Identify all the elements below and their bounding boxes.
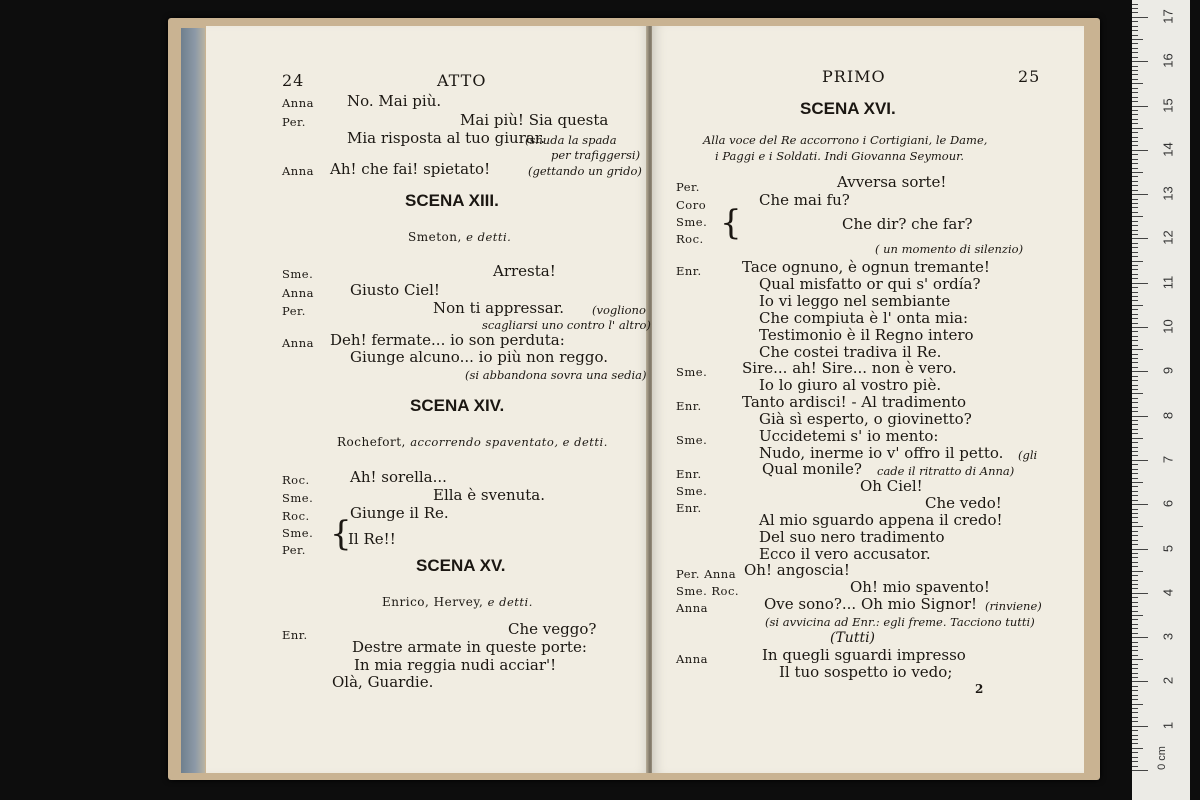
page-number-left: 24 xyxy=(282,71,305,90)
stage-direction: (gettando un grido) xyxy=(528,164,642,178)
stage-direction: cade il ritratto di Anna) xyxy=(877,464,1015,478)
ruler-tick xyxy=(1132,61,1148,62)
ruler-tick xyxy=(1132,739,1138,740)
speaker-label: Sme. xyxy=(676,365,708,379)
ruler-tick xyxy=(1132,247,1138,248)
ruler-tick xyxy=(1132,637,1148,638)
scene-heading: SCENA XIII. xyxy=(405,191,499,210)
verse-line: Il Re!! xyxy=(348,530,396,548)
book-edge xyxy=(181,28,205,773)
verse-line: Che veggo? xyxy=(508,620,597,638)
ruler-number: 1 xyxy=(1160,721,1176,729)
ruler-tick xyxy=(1132,615,1143,616)
ruler-tick xyxy=(1132,659,1143,660)
character-list: Rochefort, accorrendo spaventato, e detti. xyxy=(337,435,608,449)
ruler-tick xyxy=(1132,336,1138,337)
stage-direction: (snuda la spada xyxy=(525,133,617,147)
ruler-number: 13 xyxy=(1160,186,1176,201)
ruler-tick xyxy=(1132,761,1138,762)
verse-line: Io vi leggo nel sembiante xyxy=(759,292,951,310)
ruler-tick xyxy=(1132,681,1148,682)
ruler-tick xyxy=(1132,464,1138,465)
character-list: Smeton, e detti. xyxy=(408,230,512,244)
ruler-number: 4 xyxy=(1160,588,1176,596)
ruler-tick xyxy=(1132,83,1143,84)
ruler-tick xyxy=(1132,513,1138,514)
verse-line: Ah! sorella... xyxy=(350,468,447,486)
ruler-tick xyxy=(1132,238,1148,239)
ruler-tick xyxy=(1132,597,1138,598)
verse-line: Olà, Guardie. xyxy=(332,673,434,691)
ruler-tick xyxy=(1132,8,1138,9)
ruler-tick xyxy=(1132,677,1138,678)
ruler-tick xyxy=(1132,535,1138,536)
verse-line: In mia reggia nudi acciar'! xyxy=(354,656,557,674)
verse-line: Mai più! Sia questa xyxy=(460,111,609,129)
ruler-tick xyxy=(1132,21,1138,22)
verse-line: Ove sono?... Oh mio Signor! xyxy=(764,595,978,613)
ruler-tick xyxy=(1132,438,1143,439)
ruler-number: 11 xyxy=(1160,275,1176,289)
measuring-ruler xyxy=(1132,0,1190,800)
ruler-tick xyxy=(1132,699,1138,700)
ruler-tick xyxy=(1132,194,1148,195)
ruler-number: 15 xyxy=(1160,97,1176,113)
speaker-label: Roc. xyxy=(282,509,310,523)
ruler-tick xyxy=(1132,708,1138,709)
ruler-number: 16 xyxy=(1160,53,1176,68)
verse-line: Che mai fu? xyxy=(759,191,850,209)
speaker-label: Roc. xyxy=(282,473,310,487)
scene-heading: SCENA XIV. xyxy=(410,396,505,415)
speaker-label: Enr. xyxy=(676,467,702,481)
ruler-tick xyxy=(1132,74,1138,75)
ruler-tick xyxy=(1132,562,1138,563)
speaker-label: Enr. xyxy=(282,628,308,642)
ruler-number: 8 xyxy=(1160,411,1176,419)
ruler-tick xyxy=(1132,482,1143,483)
ruler-tick xyxy=(1132,318,1138,319)
brace: { xyxy=(330,514,352,554)
verse-line: Il tuo sospetto io vedo; xyxy=(779,663,953,681)
ruler-tick xyxy=(1132,43,1138,44)
ruler-tick xyxy=(1132,766,1138,767)
speaker-label: Enr. xyxy=(676,264,702,278)
ruler-tick xyxy=(1132,292,1138,293)
ruler-tick xyxy=(1132,650,1138,651)
ruler-tick xyxy=(1132,686,1138,687)
speaker-label: Anna xyxy=(676,601,708,615)
ruler-tick xyxy=(1132,4,1138,5)
ruler-tick xyxy=(1132,486,1138,487)
stage-direction: (rinviene) xyxy=(985,599,1042,613)
ruler-number: 12 xyxy=(1160,230,1176,246)
ruler-tick xyxy=(1132,469,1138,470)
ruler-tick xyxy=(1132,553,1138,554)
verse-line: Giunge alcuno... io più non reggo. xyxy=(350,348,608,366)
verse-line: Tanto ardisci! - Al tradimento xyxy=(742,393,967,411)
ruler-tick xyxy=(1132,234,1138,235)
ruler-tick xyxy=(1132,580,1138,581)
stage-direction: (Tutti) xyxy=(830,630,876,646)
ruler-tick xyxy=(1132,362,1138,363)
ruler-tick xyxy=(1132,212,1138,213)
speaker-label: Sme. xyxy=(676,215,708,229)
speaker-label: Sme. xyxy=(676,484,708,498)
ruler-tick xyxy=(1132,730,1138,731)
speaker-label: Sme. Roc. xyxy=(676,584,740,598)
ruler-tick xyxy=(1132,664,1138,665)
verse-line: Deh! fermate... io son perduta: xyxy=(330,331,565,349)
ruler-number: 2 xyxy=(1160,677,1176,685)
speaker-label: Anna xyxy=(282,164,314,178)
ruler-tick xyxy=(1132,340,1138,341)
ruler-tick xyxy=(1132,478,1138,479)
verse-line: Testimonio è il Regno intero xyxy=(759,326,974,344)
ruler-tick xyxy=(1132,176,1138,177)
ruler-unit-label: 0 cm xyxy=(1155,746,1168,770)
ruler-tick xyxy=(1132,278,1138,279)
page-number-right: 25 xyxy=(1018,67,1041,86)
verse-line: Mia risposta al tuo giurar. xyxy=(347,129,546,147)
verse-line: Nudo, inerme io v' offro il petto. xyxy=(759,444,1004,462)
ruler-tick xyxy=(1132,119,1138,120)
ruler-tick xyxy=(1132,97,1138,98)
ruler-tick xyxy=(1132,442,1138,443)
ruler-tick xyxy=(1132,602,1138,603)
ruler-tick xyxy=(1132,447,1138,448)
ruler-tick xyxy=(1132,114,1138,115)
ruler-number: 7 xyxy=(1160,455,1176,464)
ruler-tick xyxy=(1132,327,1148,328)
verse-line: Ecco il vero accusator. xyxy=(759,545,931,563)
ruler-tick xyxy=(1132,199,1138,200)
ruler-tick xyxy=(1132,526,1143,527)
ruler-tick xyxy=(1132,48,1138,49)
ruler-tick xyxy=(1132,331,1138,332)
speaker-label: Anna xyxy=(282,96,314,110)
ruler-tick xyxy=(1132,398,1138,399)
ruler-tick xyxy=(1132,575,1138,576)
running-header-right: PRIMO xyxy=(822,67,886,86)
ruler-tick xyxy=(1132,726,1148,727)
ruler-tick xyxy=(1132,12,1138,13)
ruler-tick xyxy=(1132,695,1138,696)
ruler-tick xyxy=(1132,261,1143,262)
ruler-tick xyxy=(1132,243,1138,244)
speaker-label: Anna xyxy=(282,286,314,300)
ruler-tick xyxy=(1132,190,1138,191)
ruler-tick xyxy=(1132,132,1138,133)
ruler-tick xyxy=(1132,88,1138,89)
ruler-tick xyxy=(1132,424,1138,425)
ruler-tick xyxy=(1132,128,1143,129)
ruler-tick xyxy=(1132,522,1138,523)
signature-mark: 2 xyxy=(975,682,984,696)
stage-direction: (gli xyxy=(1018,448,1038,462)
ruler-tick xyxy=(1132,57,1138,58)
ruler-tick xyxy=(1132,690,1138,691)
verse-line: Del suo nero tradimento xyxy=(759,528,945,546)
ruler-tick xyxy=(1132,606,1138,607)
stage-direction: (si abbandona sovra una sedia) xyxy=(465,368,647,382)
ruler-tick xyxy=(1132,380,1138,381)
ruler-tick xyxy=(1132,433,1138,434)
ruler-tick xyxy=(1132,411,1138,412)
verse-line: In quegli sguardi impresso xyxy=(762,646,966,664)
ruler-tick xyxy=(1132,283,1148,284)
ruler-tick xyxy=(1132,256,1138,257)
ruler-tick xyxy=(1132,704,1143,705)
ruler-tick xyxy=(1132,181,1138,182)
speaker-label: Sme. xyxy=(282,267,314,281)
speaker-label: Per. xyxy=(282,304,306,318)
ruler-tick xyxy=(1132,345,1138,346)
ruler-tick xyxy=(1132,123,1138,124)
ruler-number: 6 xyxy=(1160,500,1176,508)
ruler-tick xyxy=(1132,106,1148,107)
character-list: Enrico, Hervey, e detti. xyxy=(382,595,533,609)
ruler-tick xyxy=(1132,451,1138,452)
ruler-tick xyxy=(1132,509,1138,510)
ruler-number: 17 xyxy=(1160,9,1176,24)
ruler-tick xyxy=(1132,172,1143,173)
ruler-tick xyxy=(1132,531,1138,532)
ruler-tick xyxy=(1132,79,1138,80)
verse-line: Non ti appressar. xyxy=(433,299,565,317)
ruler-tick xyxy=(1132,642,1138,643)
ruler-tick xyxy=(1132,473,1138,474)
ruler-tick xyxy=(1132,517,1138,518)
verse-line: Destre armate in queste porte: xyxy=(352,638,587,656)
ruler-number: 3 xyxy=(1160,632,1176,641)
ruler-tick xyxy=(1132,323,1138,324)
ruler-tick xyxy=(1132,252,1138,253)
ruler-tick xyxy=(1132,748,1143,749)
speaker-label: Per. xyxy=(282,543,306,557)
verse-line: Oh! angoscia! xyxy=(744,561,850,579)
verse-line: Ella è svenuta. xyxy=(433,486,546,504)
ruler-tick xyxy=(1132,163,1138,164)
speaker-label: Anna xyxy=(282,336,314,350)
verse-line: Avversa sorte! xyxy=(837,173,947,191)
verse-line: Che costei tradiva il Re. xyxy=(759,343,942,361)
ruler-number: 5 xyxy=(1160,544,1176,552)
ruler-tick xyxy=(1132,549,1148,550)
ruler-tick xyxy=(1132,300,1138,301)
ruler-tick xyxy=(1132,141,1138,142)
speaker-label: Roc. xyxy=(676,232,704,246)
ruler-tick xyxy=(1132,269,1138,270)
ruler-tick xyxy=(1132,385,1138,386)
ruler-tick xyxy=(1132,624,1138,625)
stage-direction: (vogliono xyxy=(592,303,646,317)
verse-line: Tace ognuno, è ognun tremante! xyxy=(742,258,990,276)
ruler-tick xyxy=(1132,655,1138,656)
speaker-label: Per. Anna xyxy=(676,567,737,581)
ruler-number: 10 xyxy=(1160,319,1176,334)
ruler-tick xyxy=(1132,584,1138,585)
ruler-tick xyxy=(1132,314,1138,315)
ruler-tick xyxy=(1132,389,1138,390)
ruler-tick xyxy=(1132,429,1138,430)
ruler-tick xyxy=(1132,757,1138,758)
ruler-tick xyxy=(1132,500,1138,501)
ruler-tick xyxy=(1132,593,1148,594)
ruler-tick xyxy=(1132,491,1138,492)
ruler-tick xyxy=(1132,367,1138,368)
verse-line: Che compiuta è l' onta mia: xyxy=(759,309,969,327)
ruler-tick xyxy=(1132,52,1138,53)
speaker-label: Sme. xyxy=(282,526,314,540)
stage-direction: i Paggi e i Soldati. Indi Giovanna Seymour. xyxy=(715,149,964,163)
ruler-tick xyxy=(1132,504,1148,505)
verse-line: Che vedo! xyxy=(925,494,1002,512)
ruler-tick xyxy=(1132,296,1138,297)
ruler-tick xyxy=(1132,305,1143,306)
verse-line: Che dir? che far? xyxy=(842,215,973,233)
ruler-tick xyxy=(1132,752,1138,753)
ruler-tick xyxy=(1132,66,1138,67)
ruler-tick xyxy=(1132,154,1138,155)
ruler-number: 14 xyxy=(1160,142,1176,157)
ruler-tick xyxy=(1132,70,1138,71)
ruler-tick xyxy=(1132,611,1138,612)
verse-line: Già sì esperto, o giovinetto? xyxy=(759,410,972,428)
ruler-tick xyxy=(1132,712,1138,713)
verse-line: Uccidetemi s' io mento: xyxy=(759,427,939,445)
ruler-tick xyxy=(1132,35,1138,36)
ruler-tick xyxy=(1132,619,1138,620)
ruler-tick xyxy=(1132,566,1138,567)
ruler-tick xyxy=(1132,571,1143,572)
speaker-label: Anna xyxy=(676,652,708,666)
ruler-number: 9 xyxy=(1160,367,1176,375)
stage-direction: (si avvicina ad Enr.: egli freme. Tacciono tutti) xyxy=(765,615,1035,629)
ruler-tick xyxy=(1132,358,1138,359)
verse-line: Al mio sguardo appena il credo! xyxy=(759,511,1003,529)
ruler-tick xyxy=(1132,145,1138,146)
speaker-label: Enr. xyxy=(676,399,702,413)
verse-line: Ah! che fai! spietato! xyxy=(330,160,491,178)
stage-direction: scagliarsi uno contro l' altro) xyxy=(482,318,651,332)
ruler-tick xyxy=(1132,633,1138,634)
ruler-tick xyxy=(1132,557,1138,558)
ruler-tick xyxy=(1132,495,1138,496)
verse-line: Qual monile? xyxy=(762,460,862,478)
ruler-tick xyxy=(1132,221,1138,222)
verse-line: Io lo giuro al vostro piè. xyxy=(759,376,942,394)
verse-line: Giusto Ciel! xyxy=(350,281,440,299)
ruler-tick xyxy=(1132,159,1138,160)
verse-line: Oh Ciel! xyxy=(860,477,923,495)
scene-heading: SCENA XVI. xyxy=(800,99,896,118)
ruler-tick xyxy=(1132,216,1143,217)
ruler-tick xyxy=(1132,420,1138,421)
ruler-tick xyxy=(1132,540,1138,541)
ruler-tick xyxy=(1132,137,1138,138)
ruler-tick xyxy=(1132,225,1138,226)
ruler-tick xyxy=(1132,455,1138,456)
ruler-tick xyxy=(1132,17,1148,18)
ruler-tick xyxy=(1132,407,1138,408)
ruler-tick xyxy=(1132,371,1148,372)
ruler-tick xyxy=(1132,168,1138,169)
ruler-tick xyxy=(1132,721,1138,722)
ruler-tick xyxy=(1132,673,1138,674)
ruler-tick xyxy=(1132,265,1138,266)
stage-direction: ( un momento di silenzio) xyxy=(875,242,1024,256)
ruler-tick xyxy=(1132,39,1143,40)
speaker-label: Sme. xyxy=(676,433,708,447)
ruler-tick xyxy=(1132,110,1138,111)
ruler-tick xyxy=(1132,646,1138,647)
ruler-tick xyxy=(1132,207,1138,208)
ruler-tick xyxy=(1132,203,1138,204)
stage-direction: Alla voce del Re accorrono i Cortigiani, le Dame, xyxy=(703,133,988,147)
ruler-tick xyxy=(1132,416,1148,417)
ruler-tick xyxy=(1132,30,1138,31)
verse-line: Arresta! xyxy=(493,262,556,280)
verse-line: Giunge il Re. xyxy=(350,504,449,522)
speaker-label: Per. xyxy=(282,115,306,129)
ruler-tick xyxy=(1132,92,1138,93)
brace: { xyxy=(720,203,742,243)
ruler-tick xyxy=(1132,402,1138,403)
speaker-label: Coro xyxy=(676,198,707,212)
ruler-tick xyxy=(1132,287,1138,288)
ruler-tick xyxy=(1132,101,1138,102)
ruler-tick xyxy=(1132,393,1143,394)
ruler-tick xyxy=(1132,628,1138,629)
ruler-tick xyxy=(1132,544,1138,545)
ruler-tick xyxy=(1132,354,1138,355)
scene-heading: SCENA XV. xyxy=(416,556,506,575)
ruler-tick xyxy=(1132,376,1138,377)
ruler-tick xyxy=(1132,743,1138,744)
ruler-tick xyxy=(1132,770,1148,771)
stage-direction: per trafiggersi) xyxy=(551,148,641,162)
ruler-tick xyxy=(1132,26,1138,27)
speaker-label: Enr. xyxy=(676,501,702,515)
ruler-tick xyxy=(1132,735,1138,736)
speaker-label: Per. xyxy=(676,180,700,194)
ruler-tick xyxy=(1132,274,1138,275)
ruler-tick xyxy=(1132,230,1138,231)
ruler-tick xyxy=(1132,309,1138,310)
ruler-tick xyxy=(1132,588,1138,589)
ruler-tick xyxy=(1132,460,1148,461)
ruler-tick xyxy=(1132,717,1138,718)
ruler-tick xyxy=(1132,349,1143,350)
verse-line: Sire... ah! Sire... non è vero. xyxy=(742,359,957,377)
ruler-tick xyxy=(1132,150,1148,151)
ruler-tick xyxy=(1132,185,1138,186)
speaker-label: Sme. xyxy=(282,491,314,505)
ruler-tick xyxy=(1132,668,1138,669)
verse-line: No. Mai più. xyxy=(347,92,442,110)
verse-line: Oh! mio spavento! xyxy=(850,578,990,596)
verse-line: Qual misfatto or qui s' ordía? xyxy=(759,275,981,293)
running-header-left: ATTO xyxy=(437,71,487,90)
